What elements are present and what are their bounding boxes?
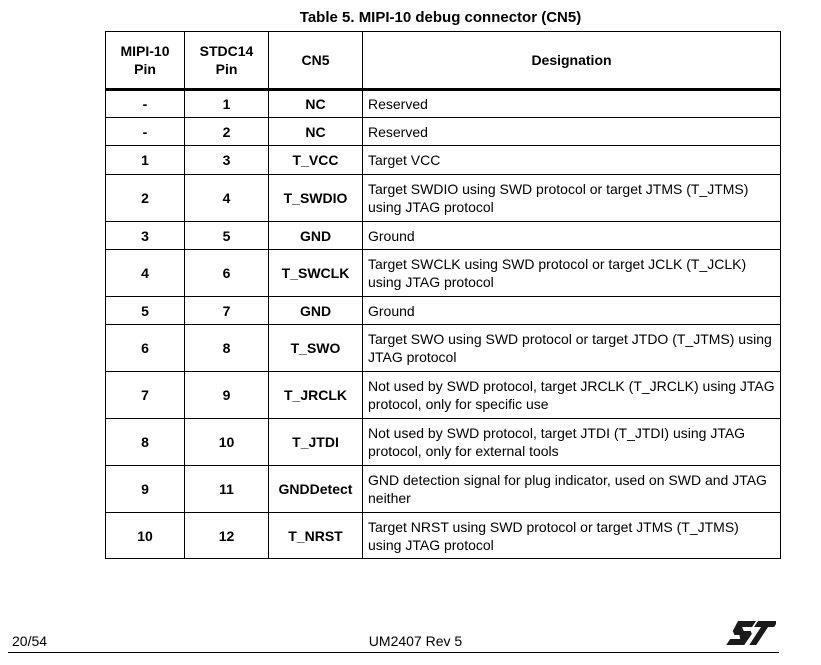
table-row bbox=[106, 222, 781, 250]
header-cn5: CN5 bbox=[269, 32, 363, 90]
cell-designation: Reserved bbox=[363, 90, 781, 118]
cell-stdc14-pin: 2 bbox=[185, 118, 269, 146]
cell-cn5-signal: GNDDetect bbox=[269, 466, 363, 513]
cell-mipi10-pin: 6 bbox=[106, 325, 185, 372]
st-logo-icon bbox=[726, 618, 776, 648]
table-row bbox=[106, 250, 781, 297]
cell-cn5-signal: T_JTDI bbox=[269, 419, 363, 466]
table-row bbox=[106, 466, 781, 513]
cell-stdc14-pin: 8 bbox=[185, 325, 269, 372]
header-designation: Designation bbox=[363, 32, 781, 90]
cell-stdc14-pin: 10 bbox=[185, 419, 269, 466]
cell-designation: Reserved bbox=[363, 118, 781, 146]
cell-stdc14-pin: 9 bbox=[185, 372, 269, 419]
cell-cn5-signal: T_JRCLK bbox=[269, 372, 363, 419]
cell-designation: Not used by SWD protocol, target JRCLK (T_JRCLK) using JTAG protocol, only for specific use bbox=[363, 372, 781, 419]
cell-stdc14-pin: 1 bbox=[185, 90, 269, 118]
cell-cn5-signal: T_SWCLK bbox=[269, 250, 363, 297]
table-row bbox=[106, 372, 781, 419]
table-caption: Table 5. MIPI-10 debug connector (CN5) bbox=[299, 9, 582, 26]
cell-cn5-signal: GND bbox=[269, 297, 363, 325]
cell-mipi10-pin: - bbox=[106, 90, 185, 118]
table-row bbox=[106, 297, 781, 325]
footer-divider bbox=[8, 652, 779, 653]
header-stdc14-pin: STDC14 Pin bbox=[185, 32, 269, 90]
cell-stdc14-pin: 4 bbox=[185, 175, 269, 222]
cell-mipi10-pin: - bbox=[106, 118, 185, 146]
table-row bbox=[106, 419, 781, 466]
cell-mipi10-pin: 1 bbox=[106, 146, 185, 175]
cell-designation: GND detection signal for plug indicator, used on SWD and JTAG neither bbox=[363, 466, 781, 513]
cell-designation: Target NRST using SWD protocol or target JTMS (T_JTMS) using JTAG protocol bbox=[363, 513, 781, 559]
table-row bbox=[106, 90, 781, 118]
cell-cn5-signal: GND bbox=[269, 222, 363, 250]
table-row bbox=[106, 146, 781, 175]
cell-cn5-signal: T_VCC bbox=[269, 146, 363, 175]
cell-cn5-signal: NC bbox=[269, 118, 363, 146]
cell-stdc14-pin: 3 bbox=[185, 146, 269, 175]
cell-mipi10-pin: 5 bbox=[106, 297, 185, 325]
cell-designation: Target SWO using SWD protocol or target JTDO (T_JTMS) using JTAG protocol bbox=[363, 325, 781, 372]
cell-mipi10-pin: 9 bbox=[106, 466, 185, 513]
cell-stdc14-pin: 6 bbox=[185, 250, 269, 297]
table-row bbox=[106, 118, 781, 146]
cell-designation: Target SWDIO using SWD protocol or target JTMS (T_JTMS) using JTAG protocol bbox=[363, 175, 781, 222]
cell-cn5-signal: T_NRST bbox=[269, 513, 363, 559]
cell-cn5-signal: T_SWO bbox=[269, 325, 363, 372]
pin-table bbox=[105, 31, 781, 559]
table-row bbox=[106, 325, 781, 372]
document-id: UM2407 Rev 5 bbox=[368, 633, 463, 649]
cell-mipi10-pin: 7 bbox=[106, 372, 185, 419]
cell-designation: Ground bbox=[363, 222, 781, 250]
cell-mipi10-pin: 8 bbox=[106, 419, 185, 466]
cell-mipi10-pin: 4 bbox=[106, 250, 185, 297]
cell-stdc14-pin: 5 bbox=[185, 222, 269, 250]
cell-designation: Not used by SWD protocol, target JTDI (T_JTDI) using JTAG protocol, only for external tools bbox=[363, 419, 781, 466]
cell-stdc14-pin: 7 bbox=[185, 297, 269, 325]
cell-stdc14-pin: 11 bbox=[185, 466, 269, 513]
page-number: 20/54 bbox=[12, 633, 48, 649]
table-row bbox=[106, 513, 781, 559]
table-header-row bbox=[106, 32, 781, 90]
cell-mipi10-pin: 3 bbox=[106, 222, 185, 250]
table-row bbox=[106, 175, 781, 222]
cell-designation: Target SWCLK using SWD protocol or target JCLK (T_JCLK) using JTAG protocol bbox=[363, 250, 781, 297]
header-mipi10-pin: MIPI-10 Pin bbox=[106, 32, 185, 90]
cell-designation: Ground bbox=[363, 297, 781, 325]
cell-mipi10-pin: 10 bbox=[106, 513, 185, 559]
cell-cn5-signal: NC bbox=[269, 90, 363, 118]
cell-designation: Target VCC bbox=[363, 146, 781, 175]
cell-mipi10-pin: 2 bbox=[106, 175, 185, 222]
cell-cn5-signal: T_SWDIO bbox=[269, 175, 363, 222]
cell-stdc14-pin: 12 bbox=[185, 513, 269, 559]
